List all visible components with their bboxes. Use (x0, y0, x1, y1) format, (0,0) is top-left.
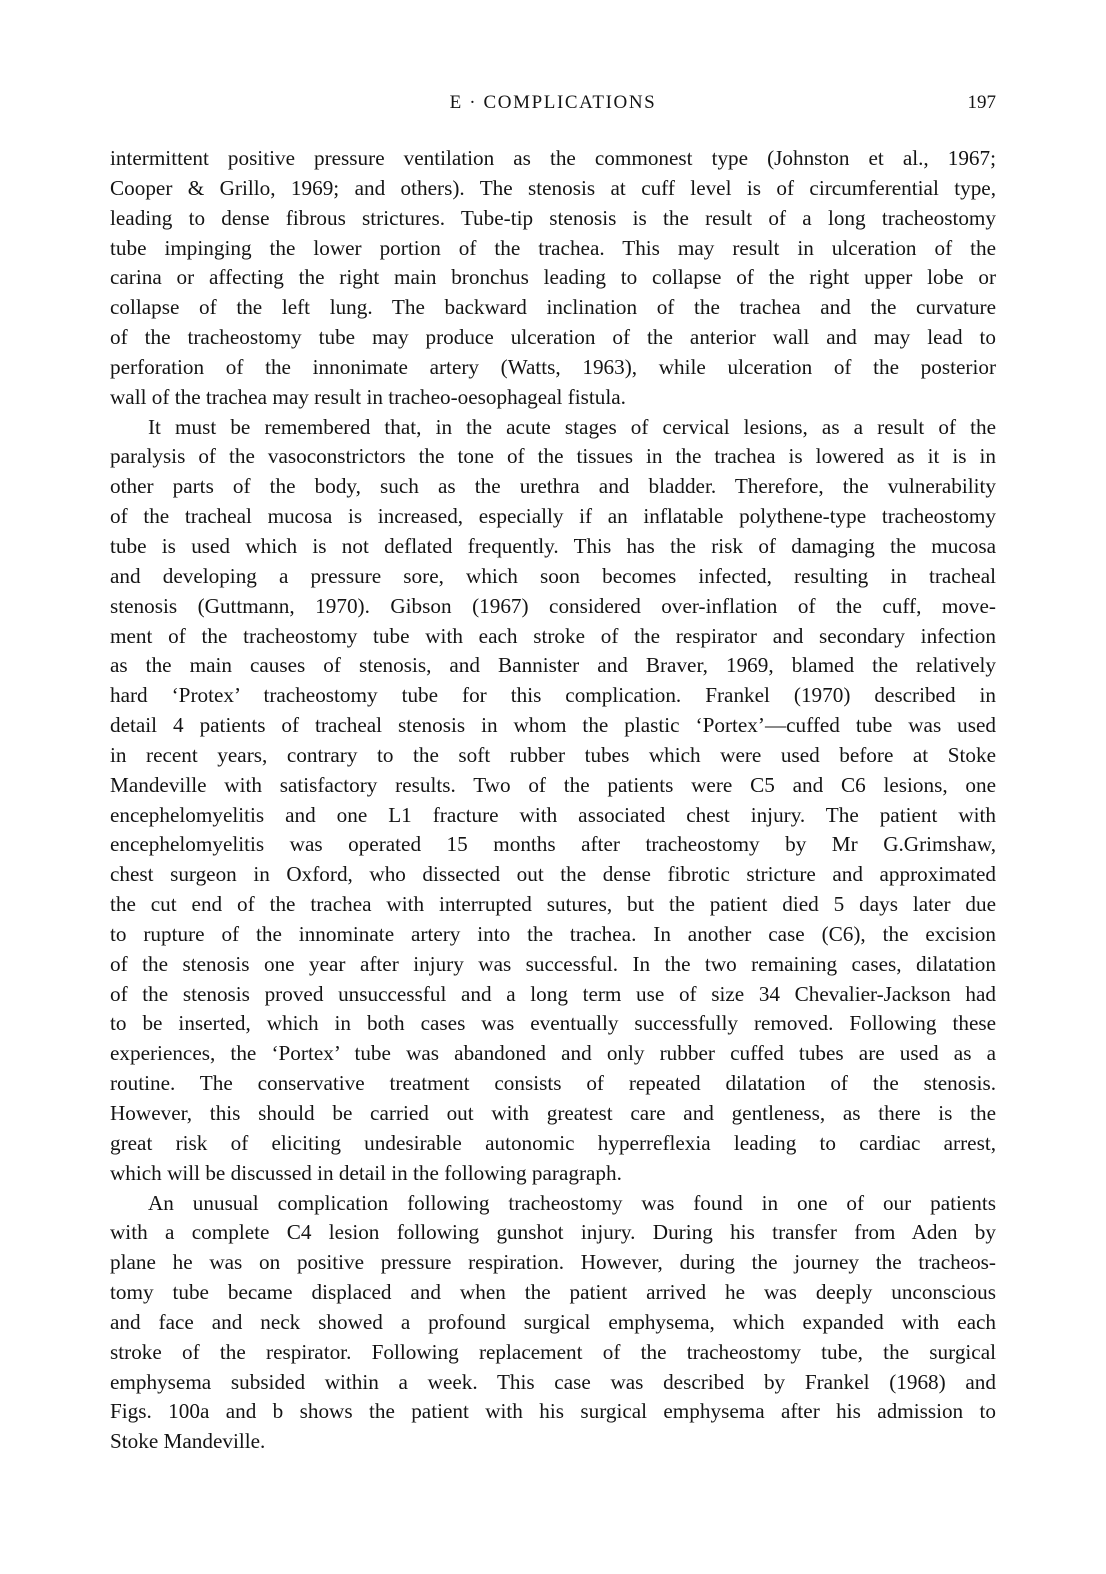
text-line: encephelomyelitis and one L1 fracture with associated chest injury. The patient with (110, 802, 996, 827)
text-line: collapse of the left lung. The backward inclination of the trachea and the curvature (110, 295, 996, 320)
text-line: the cut end of the trachea with interrupted sutures, but the patient died 5 days later due (110, 892, 996, 917)
text-line: carina or affecting the right main bronchus leading to collapse of the right upper lobe or (110, 265, 996, 290)
text-line: wall of the trachea may result in tracheo-oesophageal fistula. (110, 384, 626, 409)
text-line: plane he was on positive pressure respiration. However, during the journey the tracheos- (110, 1250, 996, 1275)
text-line: tube is used which is not deflated frequently. This has the risk of damaging the mucosa (110, 533, 996, 558)
text-line: other parts of the body, such as the urethra and bladder. Therefore, the vulnerability (110, 474, 996, 499)
text-line: encephelomyelitis was operated 15 months after tracheostomy by Mr G.Grimshaw, (110, 832, 996, 857)
text-line: to be inserted, which in both cases was eventually successfully removed. Following these (110, 1011, 996, 1036)
text-line: Stoke Mandeville. (110, 1429, 266, 1454)
text-line: stroke of the respirator. Following replacement of the tracheostomy tube, the surgical (110, 1339, 996, 1364)
text-line: Mandeville with satisfactory results. Two of the patients were C5 and C6 lesions, one (110, 772, 996, 797)
running-head (110, 88, 996, 118)
page-number: 197 (967, 92, 996, 113)
body-text (110, 144, 996, 1457)
text-line: great risk of eliciting undesirable autonomic hyperreflexia leading to cardiac arrest, (110, 1130, 996, 1155)
text-line: detail 4 patients of tracheal stenosis in whom the plastic ‘Portex’—cuffed tube was used (110, 713, 996, 738)
text-line: of the tracheal mucosa is increased, especially if an inflatable polythene-type tracheostomy (110, 504, 996, 529)
text-line: chest surgeon in Oxford, who dissected out the dense fibrotic stricture and approximated (110, 862, 996, 887)
text-line: experiences, the ‘Portex’ tube was abandoned and only rubber cuffed tubes are used as a (110, 1041, 996, 1066)
text-line: Cooper & Grillo, 1969; and others). The stenosis at cuff level is of circumferential type, (110, 175, 996, 200)
running-title: E · COMPLICATIONS (449, 92, 657, 113)
text-line: routine. The conservative treatment consists of repeated dilatation of the stenosis. (110, 1071, 996, 1096)
text-line: perforation of the innonimate artery (Watts, 1963), while ulceration of the posterior (110, 354, 996, 379)
text-line: emphysema subsided within a week. This case was described by Frankel (1968) and (110, 1369, 996, 1394)
text-line: paralysis of the vasoconstrictors the tone of the tissues in the trachea is lowered as it is in (110, 444, 996, 469)
text-line: Figs. 100a and b shows the patient with his surgical emphysema after his admission to (110, 1399, 996, 1424)
text-line: However, this should be carried out with greatest care and gentleness, as there is the (110, 1101, 996, 1125)
text-line: of the stenosis one year after injury was successful. In the two remaining cases, dilatation (110, 951, 996, 976)
text-line: tube impinging the lower portion of the trachea. This may result in ulceration of the (110, 235, 996, 260)
book-page (110, 88, 996, 1457)
text-line: which will be discussed in detail in the following paragraph. (110, 1160, 622, 1185)
text-line: with a complete C4 lesion following gunshot injury. During his transfer from Aden by (110, 1220, 996, 1245)
text-line: leading to dense fibrous strictures. Tube-tip stenosis is the result of a long tracheostomy (110, 205, 996, 230)
text-line: of the tracheostomy tube may produce ulceration of the anterior wall and may lead to (110, 325, 996, 350)
text-line: of the stenosis proved unsuccessful and a long term use of size 34 Chevalier-Jackson had (110, 981, 996, 1006)
paragraph-3 (110, 1189, 996, 1458)
text-line: in recent years, contrary to the soft rubber tubes which were used before at Stoke (110, 742, 996, 767)
text-line: and face and neck showed a profound surgical emphysema, which expanded with each (110, 1309, 996, 1334)
text-line: and developing a pressure sore, which soon becomes infected, resulting in tracheal (110, 563, 996, 588)
text-line: hard ‘Protex’ tracheostomy tube for this complication. Frankel (1970) described in (110, 683, 996, 708)
text-line: It must be remembered that, in the acute stages of cervical lesions, as a result of the (148, 414, 996, 439)
text-line: intermittent positive pressure ventilation as the commonest type (Johnston et al., 1967; (110, 146, 996, 170)
text-line: as the main causes of stenosis, and Bannister and Braver, 1969, blamed the relatively (110, 653, 996, 678)
text-line: stenosis (Guttmann, 1970). Gibson (1967) considered over-inflation of the cuff, move- (110, 593, 996, 618)
text-line: tomy tube became displaced and when the patient arrived he was deeply unconscious (110, 1280, 996, 1305)
paragraph-1 (110, 144, 996, 413)
text-line: to rupture of the innominate artery into the trachea. In another case (C6), the excision (110, 921, 996, 946)
text-line: ment of the tracheostomy tube with each stroke of the respirator and secondary infection (110, 623, 996, 648)
text-line: An unusual complication following tracheostomy was found in one of our patients (148, 1190, 996, 1215)
paragraph-2 (110, 413, 996, 1189)
